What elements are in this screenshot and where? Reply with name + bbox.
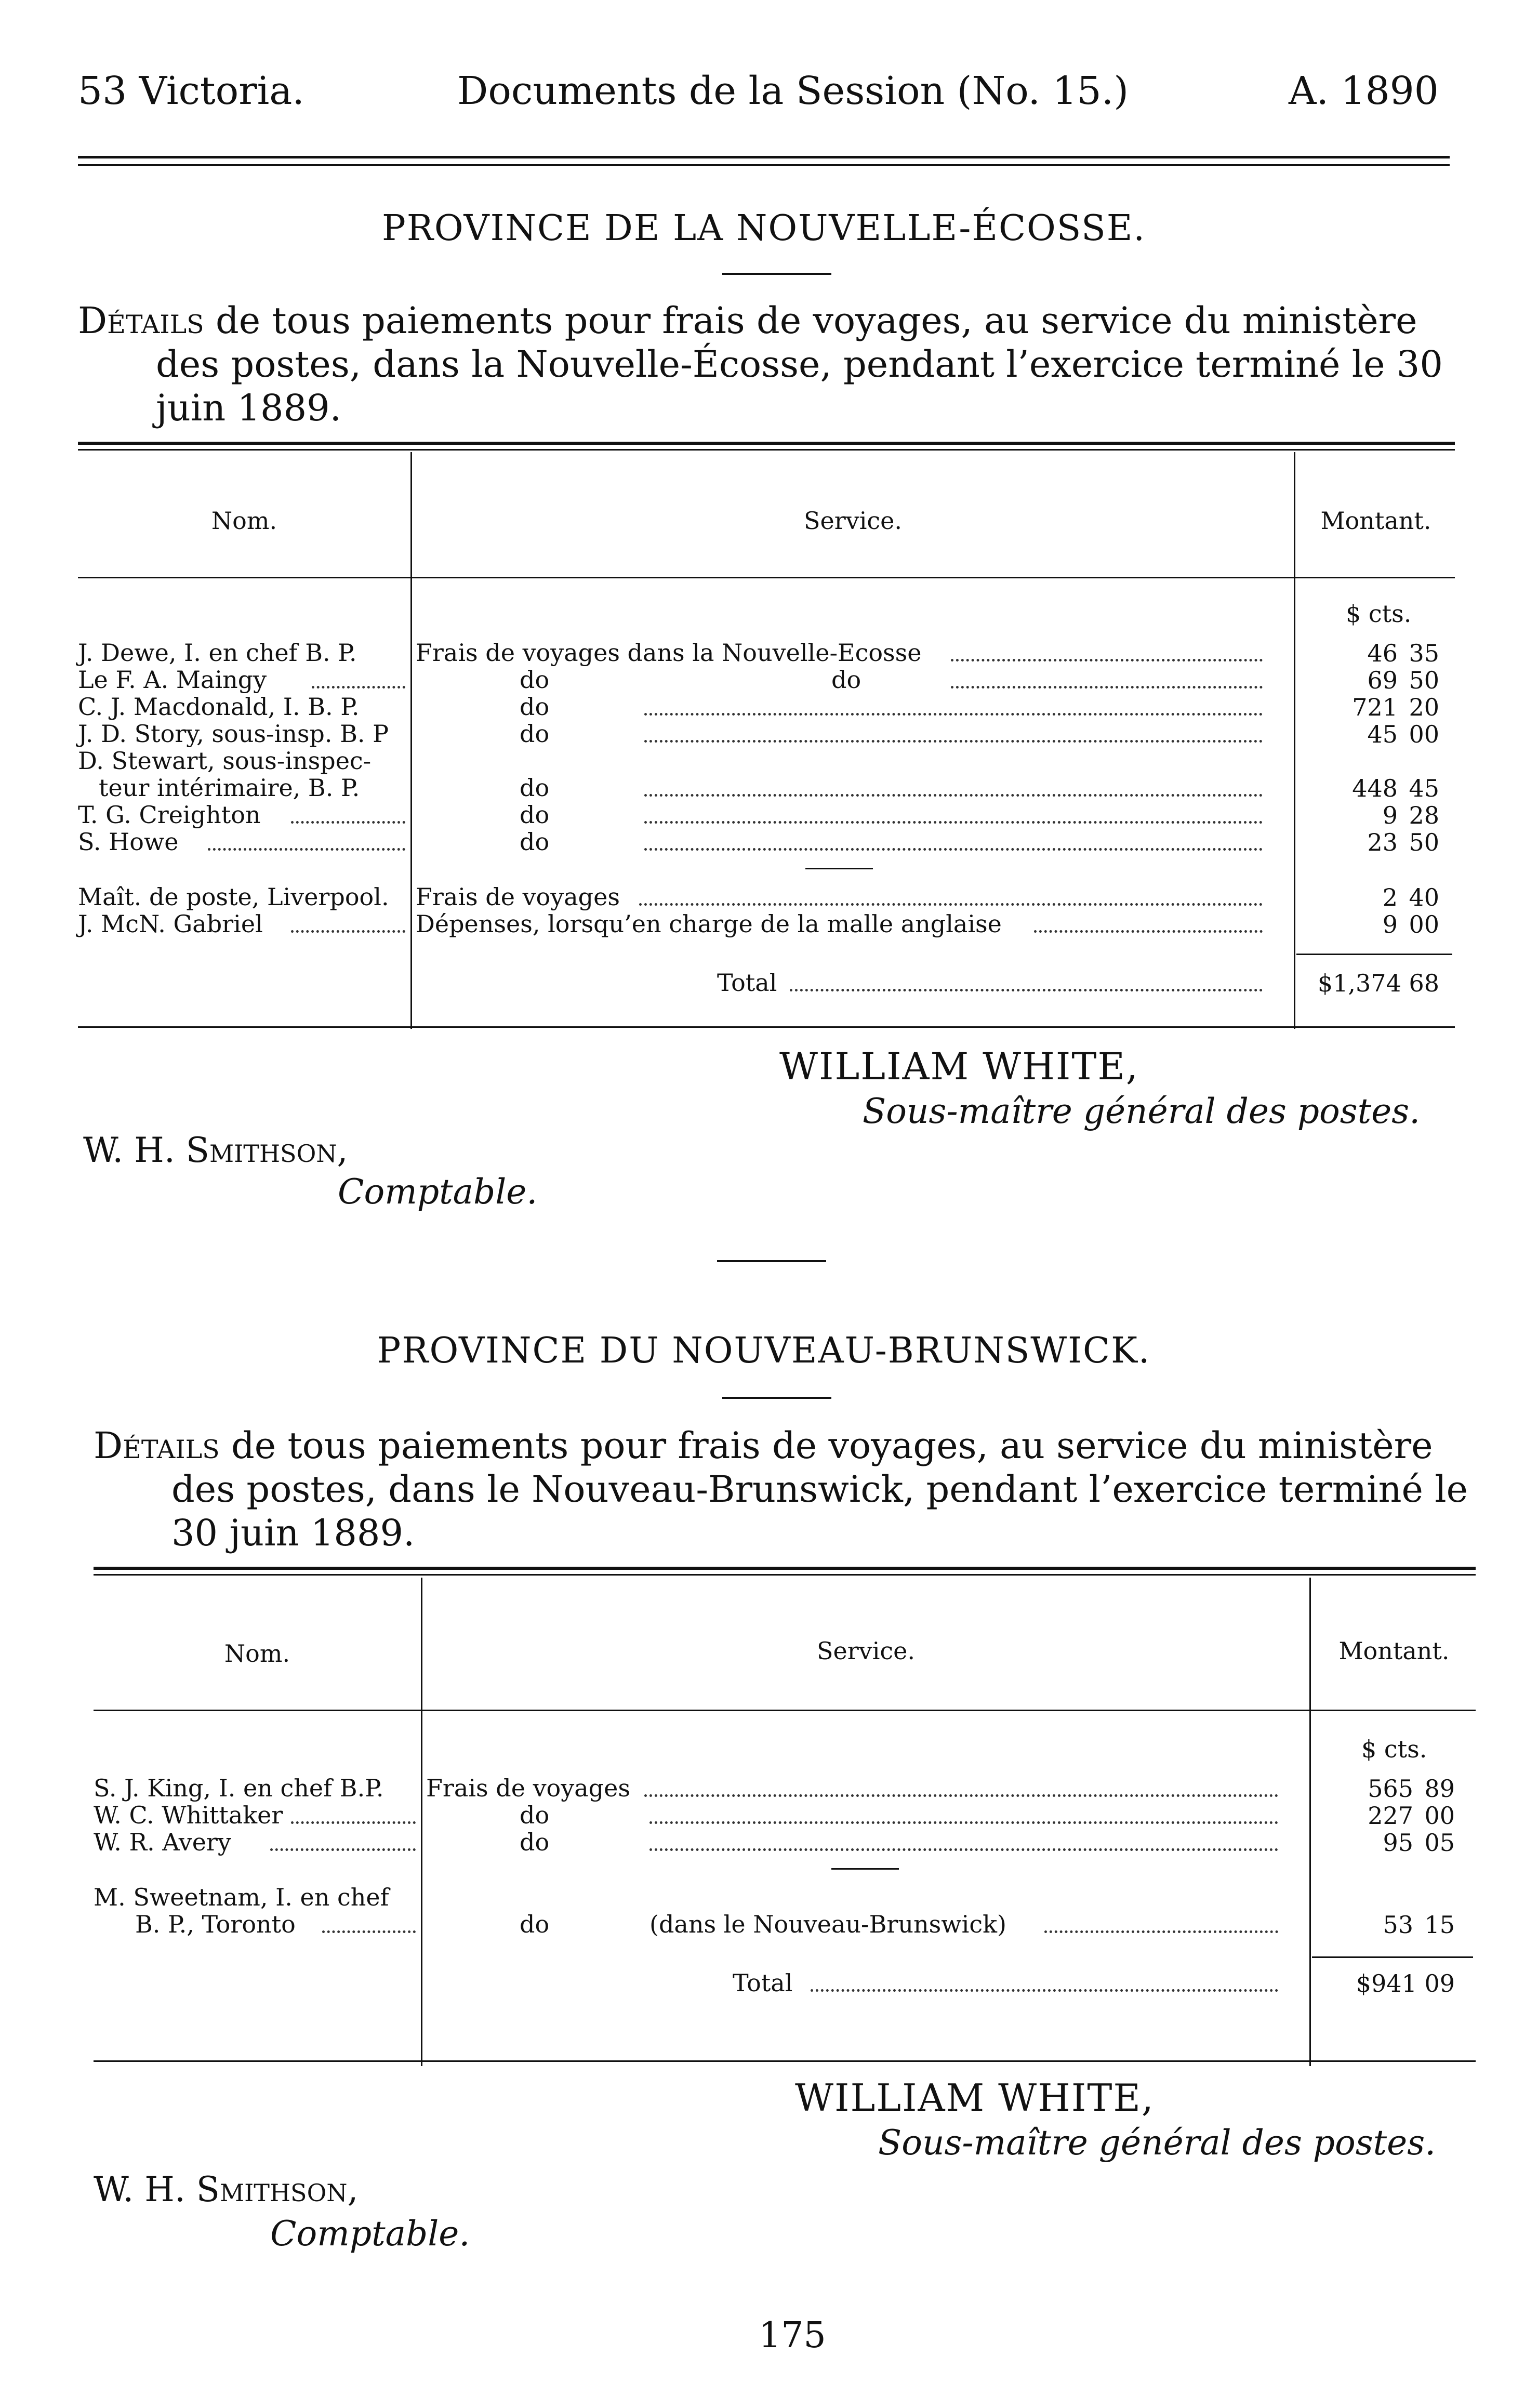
row-nom-continued: teur intérimaire, B. P. — [99, 774, 360, 802]
row-cents: 20 — [1409, 693, 1439, 721]
row-leader-dots — [644, 794, 1263, 797]
row-dollars: 46 — [1367, 639, 1398, 667]
row-dollars: 95 — [1383, 1829, 1413, 1857]
table1-rule-top — [78, 442, 1455, 445]
table2-header-montant: Montant. — [1338, 1637, 1450, 1665]
table1-header-nom: Nom. — [211, 507, 277, 535]
header-left: 53 Victoria. — [78, 69, 304, 113]
row-cents: 50 — [1409, 828, 1439, 856]
row-service: Dépenses, lorsqu’en charge de la malle anglaise — [416, 910, 1002, 938]
row-nom-dots — [322, 1930, 416, 1933]
total-leader-dots — [811, 1989, 1278, 1992]
row-service: do — [520, 720, 550, 748]
row-service-2: do — [831, 666, 861, 694]
section1-signer-name: WILLIAM WHITE, — [779, 1044, 1139, 1088]
section1-title: PROVINCE DE LA NOUVELLE-ÉCOSSE. — [381, 208, 1146, 249]
section2-title-rule — [722, 1397, 831, 1399]
row-leader-dots — [649, 1821, 1278, 1824]
row-service: Frais de voyages — [416, 883, 620, 911]
row-cents: 89 — [1424, 1775, 1455, 1803]
row-dollars: 721 — [1352, 693, 1398, 721]
section2-signer-title: Sous-maître général des postes. — [878, 2123, 1436, 2163]
header-rule-top — [78, 156, 1450, 158]
table1-header-service: Service. — [803, 507, 903, 535]
row-nom: M. Sweetnam, I. en chef — [94, 1883, 389, 1911]
table1-col-divider-2 — [1294, 452, 1295, 1029]
row-leader-dots — [644, 848, 1263, 851]
row-service: do — [520, 828, 550, 856]
row-leader-dots — [649, 1848, 1278, 1851]
table2-rule-bottom — [94, 2060, 1476, 2062]
row-nom-dots — [291, 1821, 416, 1824]
total-label: Total — [717, 969, 777, 997]
row-dollars: 2 — [1382, 883, 1398, 911]
row-leader-dots — [951, 686, 1263, 689]
row-dollars: 448 — [1352, 774, 1398, 802]
row-service: Frais de voyages — [426, 1774, 630, 1802]
row-nom: D. Stewart, sous-inspec- — [78, 747, 372, 775]
row-service: do — [520, 774, 550, 802]
section1-title-rule — [722, 273, 831, 275]
row-service-2: (dans le Nouveau-Brunswick) — [649, 1910, 1006, 1938]
row-nom: J. Dewe, I. en chef B. P. — [78, 639, 357, 667]
row-nom-dots — [312, 686, 405, 689]
row-nom: J. D. Story, sous-insp. B. P — [78, 720, 389, 748]
section2-accountant-title: Comptable. — [270, 2214, 470, 2254]
table1-header-montant: Montant. — [1320, 507, 1431, 535]
section2-accountant-name: W. H. Smithson, — [94, 2169, 359, 2209]
row-service: do — [520, 666, 550, 694]
total-value: $1,374 68 — [1317, 969, 1439, 997]
row-cents: 00 — [1409, 720, 1439, 748]
row-cents: 40 — [1409, 883, 1439, 911]
row-nom: Le F. A. Maingy — [78, 666, 267, 694]
total-leader-dots — [790, 989, 1263, 991]
row-leader-dots — [951, 659, 1263, 661]
row-service: do — [520, 693, 550, 721]
row-leader-dots — [639, 903, 1263, 906]
table2-separator — [831, 1868, 899, 1870]
row-nom-dots — [208, 848, 405, 851]
header-center: Documents de la Session (No. 15.) — [457, 69, 1129, 113]
total-rule — [1296, 954, 1452, 955]
row-dollars: 69 — [1367, 666, 1398, 694]
table1-col-divider-1 — [410, 452, 412, 1029]
row-service: do — [520, 1910, 550, 1938]
row-cents: 00 — [1409, 910, 1439, 938]
section-divider — [717, 1260, 826, 1262]
section2-title: PROVINCE DU NOUVEAU-BRUNSWICK. — [377, 1330, 1151, 1371]
row-nom: Maît. de poste, Liverpool. — [78, 883, 389, 911]
row-dollars: 227 — [1368, 1802, 1413, 1830]
table2-rule-top — [94, 1567, 1476, 1570]
table1-currency-label: $ cts. — [1346, 600, 1412, 628]
row-service: Frais de voyages dans la Nouvelle-Ecosse — [416, 639, 922, 667]
table1-separator — [805, 868, 873, 869]
section2-intro — [94, 1424, 1486, 1555]
row-nom-continued: B. P., Toronto — [135, 1910, 296, 1938]
row-leader-dots — [644, 713, 1263, 716]
table2-currency-label: $ cts. — [1361, 1735, 1427, 1763]
row-cents: 05 — [1424, 1829, 1455, 1857]
row-service: do — [520, 1801, 550, 1829]
section2-intro-lead: Détails — [94, 1424, 220, 1467]
row-dollars: 9 — [1382, 801, 1398, 829]
row-leader-dots — [1034, 930, 1263, 933]
row-nom: W. R. Avery — [94, 1828, 231, 1856]
row-dollars: 45 — [1367, 720, 1398, 748]
row-dollars: 53 — [1383, 1911, 1413, 1939]
row-dollars: 9 — [1382, 910, 1398, 938]
row-nom: S. Howe — [78, 828, 179, 856]
section2-signer-name: WILLIAM WHITE, — [795, 2076, 1155, 2120]
row-cents: 00 — [1424, 1802, 1455, 1830]
row-dollars: 23 — [1367, 828, 1398, 856]
table2-rule-top2 — [94, 1574, 1476, 1576]
table1-header-rule — [78, 577, 1455, 578]
table1-rule-bottom — [78, 1026, 1455, 1028]
section2-intro-text: de tous paiements pour frais de voyages, au service du ministère des postes, dans le Nouveau-Brunswick, pendant l’exercice terminé le 30 juin 1889. — [171, 1424, 1468, 1554]
row-cents: 15 — [1424, 1911, 1455, 1939]
row-leader-dots — [644, 1794, 1278, 1797]
header-right: A. 1890 — [1289, 69, 1439, 113]
table1-rule-top2 — [78, 449, 1455, 451]
total-value: $941 09 — [1356, 1969, 1455, 1997]
row-nom-dots — [291, 930, 405, 933]
table2-header-service: Service. — [816, 1637, 916, 1665]
section1-accountant-title: Comptable. — [338, 1172, 538, 1212]
header-rule-bottom — [78, 164, 1450, 166]
section1-accountant-name: W. H. Smithson, — [83, 1130, 348, 1170]
row-cents: 28 — [1409, 801, 1439, 829]
total-rule — [1312, 1956, 1473, 1958]
section1-signer-title: Sous-maître général des postes. — [863, 1091, 1421, 1131]
row-nom: T. G. Creighton — [78, 801, 261, 829]
row-nom-dots — [270, 1848, 416, 1851]
row-leader-dots — [1044, 1930, 1278, 1933]
table2-header-nom: Nom. — [224, 1639, 290, 1668]
row-nom: S. J. King, I. en chef B.P. — [94, 1774, 384, 1802]
section1-intro-text: de tous paiements pour frais de voyages, au service du ministère des postes, dans la Nouvelle-Écosse, pendant l’exercice terminé le 30 juin 1889. — [156, 299, 1443, 429]
table2-header-rule — [94, 1710, 1476, 1711]
row-service: do — [520, 801, 550, 829]
row-nom-dots — [291, 821, 405, 824]
row-nom: W. C. Whittaker — [94, 1801, 283, 1829]
row-leader-dots — [644, 740, 1263, 743]
page-number: 175 — [759, 2315, 826, 2356]
total-label: Total — [733, 1969, 793, 1997]
row-cents: 45 — [1409, 774, 1439, 802]
row-service: do — [520, 1828, 550, 1856]
section1-intro-lead: Détails — [78, 299, 204, 342]
row-leader-dots — [644, 821, 1263, 824]
row-nom: J. McN. Gabriel — [78, 910, 263, 938]
row-nom: C. J. Macdonald, I. B. P. — [78, 693, 360, 721]
section1-intro — [78, 299, 1450, 430]
row-cents: 35 — [1409, 639, 1439, 667]
row-dollars: 565 — [1368, 1775, 1413, 1803]
row-cents: 50 — [1409, 666, 1439, 694]
